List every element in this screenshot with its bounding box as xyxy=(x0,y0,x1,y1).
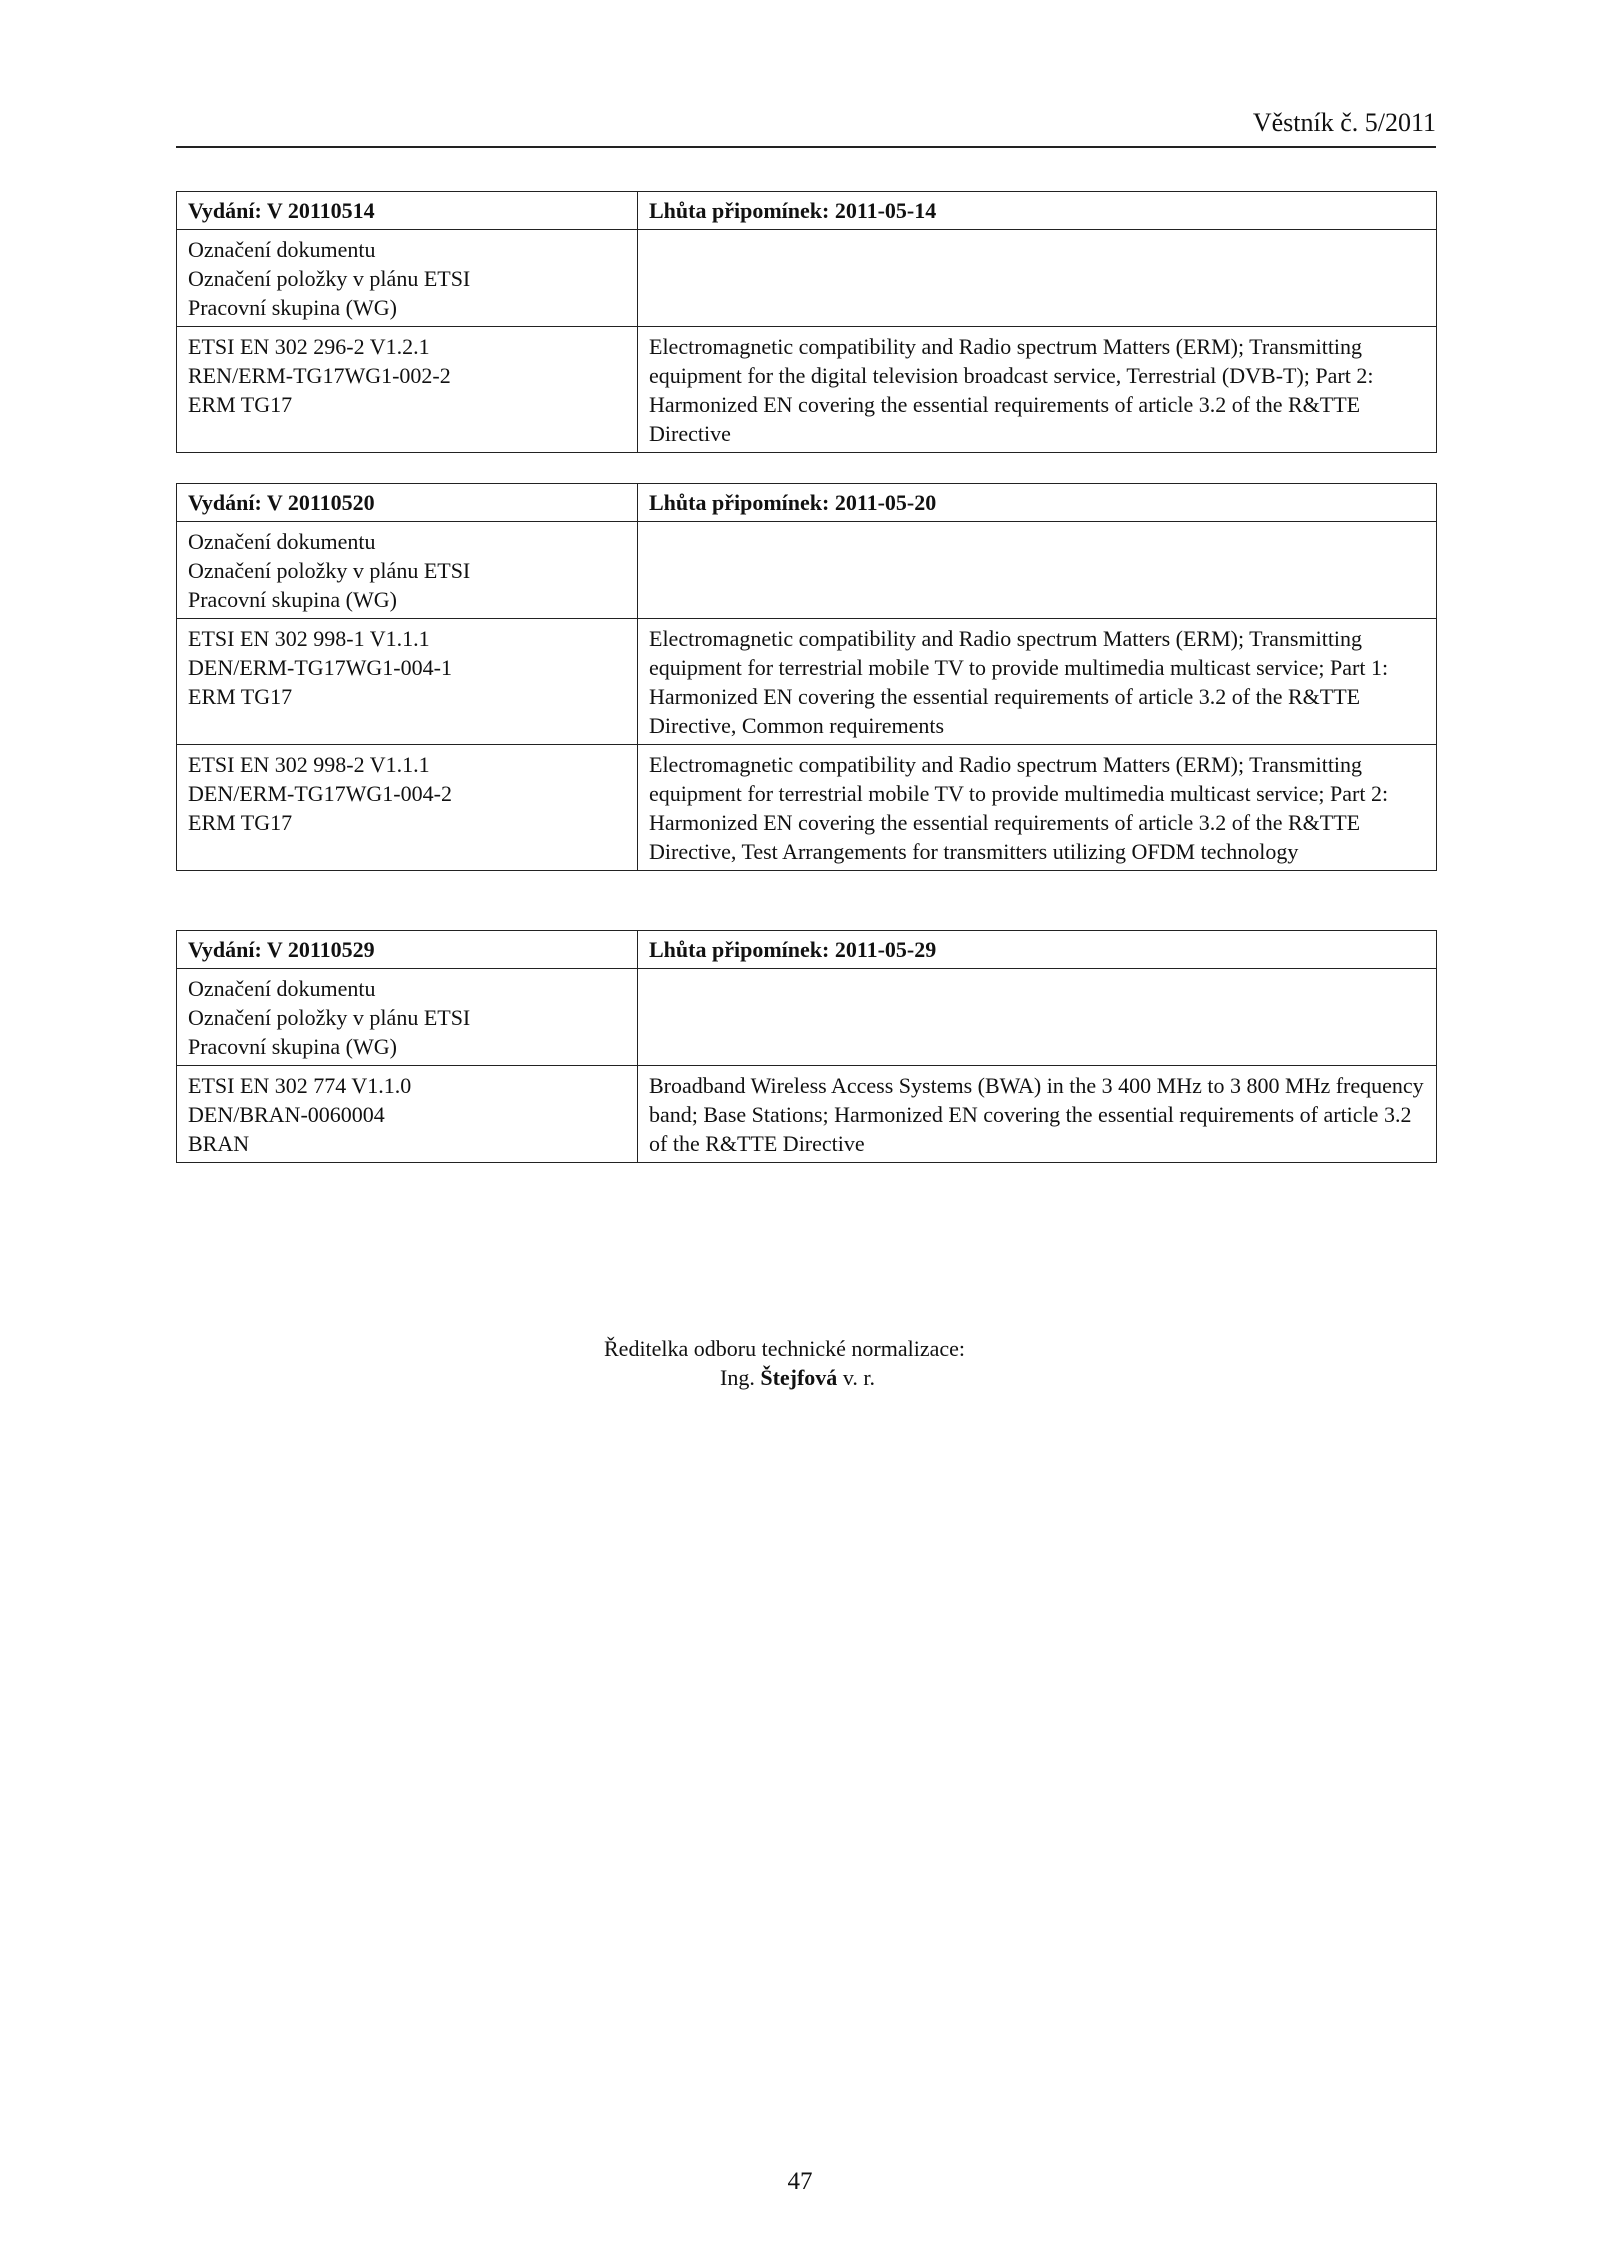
document-ids-cell xyxy=(177,1066,638,1163)
document-description-cell xyxy=(638,1066,1437,1163)
labels-cell xyxy=(177,230,638,327)
issue-header-row xyxy=(177,192,1437,230)
label-etsi-item: Označení položky v plánu ETSI xyxy=(188,266,471,291)
document-ids-cell xyxy=(177,327,638,453)
document-row xyxy=(177,327,1437,453)
document-row xyxy=(177,1066,1437,1163)
issue-header-row xyxy=(177,931,1437,969)
comment-deadline: Lhůta připomínek: 2011-05-29 xyxy=(638,931,1437,969)
signature-title: Ředitelka odboru technické normalizace: xyxy=(604,1336,966,1361)
labels-row xyxy=(177,230,1437,327)
label-document-designation: Označení dokumentu xyxy=(188,976,376,1001)
etsi-work-item: DEN/ERM-TG17WG1-004-1 xyxy=(188,655,452,680)
label-working-group: Pracovní skupina (WG) xyxy=(188,1034,397,1059)
issue-block-2 xyxy=(176,483,1437,871)
document-description: Broadband Wireless Access Systems (BWA) in the 3 400 MHz to 3 800 MHz frequency band; Base Stations; Harmonized EN covering the essential requirements of article 3.2 of the R&TTE Directive xyxy=(649,1073,1424,1156)
document-row xyxy=(177,745,1437,871)
working-group: ERM TG17 xyxy=(188,684,293,709)
comment-deadline: Lhůta připomínek: 2011-05-14 xyxy=(638,192,1437,230)
document-description-cell xyxy=(638,619,1437,745)
page-header xyxy=(176,108,1436,148)
document-designation: ETSI EN 302 998-2 V1.1.1 xyxy=(188,752,430,777)
label-document-designation: Označení dokumentu xyxy=(188,237,376,262)
signatory-suffix: v. r. xyxy=(842,1365,875,1390)
working-group: ERM TG17 xyxy=(188,810,293,835)
issue-number: Vydání: V 20110529 xyxy=(177,931,638,969)
label-document-designation: Označení dokumentu xyxy=(188,529,376,554)
document-designation: ETSI EN 302 774 V1.1.0 xyxy=(188,1073,412,1098)
label-etsi-item: Označení položky v plánu ETSI xyxy=(188,1005,471,1030)
signatory-name xyxy=(720,1363,875,1392)
document-description-cell xyxy=(638,327,1437,453)
labels-cell xyxy=(177,522,638,619)
etsi-work-item: DEN/ERM-TG17WG1-004-2 xyxy=(188,781,452,806)
issue-block-3 xyxy=(176,930,1437,1163)
etsi-work-item: REN/ERM-TG17WG1-002-2 xyxy=(188,363,451,388)
issue-header-row xyxy=(177,484,1437,522)
document-row xyxy=(177,619,1437,745)
publication-title: Věstník č. 5/2011 xyxy=(1252,108,1436,137)
etsi-work-item: DEN/BRAN-0060004 xyxy=(188,1102,385,1127)
working-group: ERM TG17 xyxy=(188,392,293,417)
labels-row xyxy=(177,969,1437,1066)
label-working-group: Pracovní skupina (WG) xyxy=(188,295,397,320)
signatory-surname: Štejfová xyxy=(760,1365,838,1390)
comment-deadline: Lhůta připomínek: 2011-05-20 xyxy=(638,484,1437,522)
page-number: 47 xyxy=(787,2168,813,2195)
issue-block-1 xyxy=(176,191,1437,453)
document-designation: ETSI EN 302 296-2 V1.2.1 xyxy=(188,334,430,359)
label-etsi-item: Označení položky v plánu ETSI xyxy=(188,558,471,583)
document-description: Electromagnetic compatibility and Radio spectrum Matters (ERM); Transmitting equipment for terrestrial mobile TV to provide multimedia multicast service; Part 2: Harmonized EN covering the essential requirements of article 3.2 of the R&TTE Directive, Test Arrangements for transmitters utilizing OFDM technology xyxy=(649,752,1389,864)
document-description: Electromagnetic compatibility and Radio spectrum Matters (ERM); Transmitting equipment for terrestrial mobile TV to provide multimedia multicast service; Part 1: Harmonized EN covering the essential requirements of article 3.2 of the R&TTE Directive, Common requirements xyxy=(649,626,1389,738)
document-ids-cell xyxy=(177,619,638,745)
document-description-cell xyxy=(638,745,1437,871)
issue-number: Vydání: V 20110520 xyxy=(177,484,638,522)
label-working-group: Pracovní skupina (WG) xyxy=(188,587,397,612)
labels-empty-cell xyxy=(638,230,1437,327)
working-group: BRAN xyxy=(188,1131,250,1156)
labels-cell xyxy=(177,969,638,1066)
document-designation: ETSI EN 302 998-1 V1.1.1 xyxy=(188,626,430,651)
signatory-prefix: Ing. xyxy=(720,1365,755,1390)
labels-empty-cell xyxy=(638,969,1437,1066)
labels-row xyxy=(177,522,1437,619)
document-description: Electromagnetic compatibility and Radio spectrum Matters (ERM); Transmitting equipment for the digital television broadcast service, Terrestrial (DVB-T); Part 2: Harmonized EN covering the essential requirements of article 3.2 of the R&TTE Directive xyxy=(649,334,1374,446)
labels-empty-cell xyxy=(638,522,1437,619)
issue-number: Vydání: V 20110514 xyxy=(177,192,638,230)
document-ids-cell xyxy=(177,745,638,871)
